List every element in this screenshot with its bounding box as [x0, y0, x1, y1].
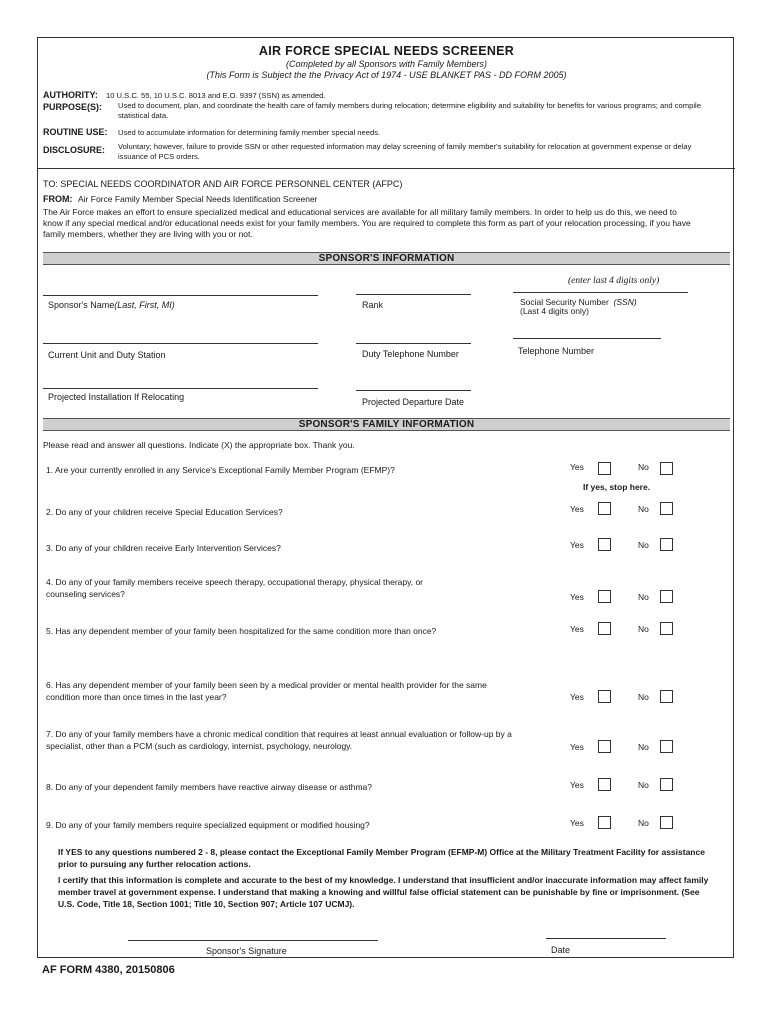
duty-phone-field[interactable]	[356, 343, 471, 344]
q4-yes-checkbox[interactable]	[598, 590, 611, 603]
name-format-text: (Last, First, MI)	[114, 300, 175, 310]
sponsor-name-label	[48, 300, 175, 310]
stop-note: If yes, stop here.	[583, 482, 651, 492]
departure-date-label: Projected Departure Date	[362, 397, 465, 407]
form-frame	[37, 37, 734, 958]
q9-yes-checkbox[interactable]	[598, 816, 611, 829]
instructions: Please read and answer all questions. Indicate (X) the appropriate box. Thank you.	[43, 440, 355, 450]
question-1: 1. Are your currently enrolled in any Service's Exceptional Family Member Program (EFMP)?	[46, 465, 395, 475]
ssn-label-text: Social Security Number	[520, 297, 609, 307]
phone-label: Telephone Number	[518, 346, 595, 356]
phone-field[interactable]	[513, 338, 661, 339]
installation-field[interactable]	[43, 388, 318, 389]
yes-label: Yes	[570, 504, 584, 514]
duty-phone-label: Duty Telephone Number	[362, 349, 459, 359]
yes-label: Yes	[570, 592, 584, 602]
question-7: 7. Do any of your family members have a chronic medical condition that requires at least annual evaluation or follow-up by a specialist, other than a PCM (such as cardiology, internist, psychology, neurology.	[46, 729, 512, 751]
authority-text: 10 U.S.C. 55, 10 U.S.C. 8013 and E.O. 9397 (SSN) as amended.	[106, 91, 326, 100]
no-label: No	[638, 540, 649, 550]
yes-label: Yes	[570, 780, 584, 790]
no-label: No	[638, 780, 649, 790]
date-label: Date	[551, 945, 571, 955]
purpose-text: Used to document, plan, and coordinate the health care of family members during relocation; determine eligibility and suitability for benefits for various programs; and compile statistical data.	[118, 101, 701, 120]
purpose-label: PURPOSE(S):	[43, 102, 103, 112]
form-subtitle: (Completed by all Sponsors with Family Members)	[285, 59, 488, 69]
yes-label: Yes	[570, 742, 584, 752]
question-5: 5. Has any dependent member of your family been hospitalized for the same condition more than once?	[46, 626, 437, 636]
ssn-sub-label: (Last 4 digits only)	[520, 306, 589, 316]
departure-date-field[interactable]	[356, 390, 471, 391]
q1-no-checkbox[interactable]	[660, 462, 673, 475]
no-label: No	[638, 742, 649, 752]
q9-no-checkbox[interactable]	[660, 816, 673, 829]
form-number: AF FORM 4380, 20150806	[42, 964, 175, 976]
q2-no-checkbox[interactable]	[660, 502, 673, 515]
no-label: No	[638, 504, 649, 514]
question-4: 4. Do any of your family members receive speech therapy, occupational therapy, physical therapy, or counseling services?	[46, 577, 424, 599]
sponsor-info-header: SPONSOR'S INFORMATION	[43, 252, 730, 265]
form-title: AIR FORCE SPECIAL NEEDS SCREENER	[258, 44, 515, 58]
ssn-field[interactable]	[513, 292, 688, 293]
ssn-hint: (enter last 4 digits only)	[568, 276, 660, 286]
signature-label: Sponsor's Signature	[206, 946, 287, 956]
date-field[interactable]	[546, 938, 666, 939]
q1-yes-checkbox[interactable]	[598, 462, 611, 475]
from-label: FROM:	[43, 194, 73, 204]
signature-field[interactable]	[128, 940, 378, 941]
to-line: TO: SPECIAL NEEDS COORDINATOR AND AIR FORCE PERSONNEL CENTER (AFPC)	[43, 179, 403, 189]
q7-yes-checkbox[interactable]	[598, 740, 611, 753]
q2-yes-checkbox[interactable]	[598, 502, 611, 515]
from-text: Air Force Family Member Special Needs Identification Screener	[78, 194, 318, 204]
q5-no-checkbox[interactable]	[660, 622, 673, 635]
question-6: 6. Has any dependent member of your family been seen by a medical provider or mental health provider for the same condition more than once times in the last year?	[46, 680, 487, 702]
q6-yes-checkbox[interactable]	[598, 690, 611, 703]
q8-no-checkbox[interactable]	[660, 778, 673, 791]
yes-label: Yes	[570, 818, 584, 828]
intro-paragraph: The Air Force makes an effort to ensure specialized medical and educational services are available for all military family members. In order to help us do this, we need to know if any special medical and/or educational needs exist for your family members. You are required to complete this form as part of your relocation processing, if you have family members, whether they are living with you or not.	[43, 207, 691, 239]
rank-label: Rank	[362, 300, 384, 310]
q3-yes-checkbox[interactable]	[598, 538, 611, 551]
certification-statement: I certify that this information is complete and accurate to the best of my knowledge. I understand that insufficient and/or inaccurate information may affect family member travel at government expense. I understand that making a knowing and willful false official statement can be punishable by fine or imprisonment. (See U.S. Code, Title 18, Section 1001; Title 10, Section 907; Article 107 UCMJ).	[58, 875, 709, 909]
disclosure-label: DISCLOSURE:	[43, 145, 106, 155]
q6-no-checkbox[interactable]	[660, 690, 673, 703]
privacy-note: (This Form is Subject the the Privacy Act of 1974 - USE BLANKET PAS - DD FORM 2005)	[206, 70, 567, 80]
disclosure-text: Voluntary; however, failure to provide SSN or other requested information may delay screening of family member's suitability for relocation at government expense or delay issuance of PCS orders.	[118, 142, 692, 161]
q4-no-checkbox[interactable]	[660, 590, 673, 603]
q7-no-checkbox[interactable]	[660, 740, 673, 753]
yes-label: Yes	[570, 540, 584, 550]
no-label: No	[638, 624, 649, 634]
routine-use-label: ROUTINE USE:	[43, 127, 108, 137]
question-3: 3. Do any of your children receive Early Intervention Services?	[46, 543, 281, 553]
q5-yes-checkbox[interactable]	[598, 622, 611, 635]
ssn-abbr: (SSN)	[613, 297, 637, 307]
divider	[38, 168, 735, 169]
no-label: No	[638, 462, 649, 472]
yes-label: Yes	[570, 462, 584, 472]
unit-field[interactable]	[43, 343, 318, 344]
no-label: No	[638, 592, 649, 602]
question-9: 9. Do any of your family members require specialized equipment or modified housing?	[46, 820, 370, 830]
no-label: No	[638, 692, 649, 702]
q8-yes-checkbox[interactable]	[598, 778, 611, 791]
installation-label: Projected Installation If Relocating	[48, 392, 185, 402]
rank-field[interactable]	[356, 294, 471, 295]
q3-no-checkbox[interactable]	[660, 538, 673, 551]
routine-use-text: Used to accumulate information for determining family member special needs.	[118, 128, 381, 137]
question-8: 8. Do any of your dependent family members have reactive airway disease or asthma?	[46, 782, 372, 792]
question-2: 2. Do any of your children receive Special Education Services?	[46, 507, 283, 517]
yes-label: Yes	[570, 692, 584, 702]
name-label-text: Sponsor's Name	[48, 300, 115, 310]
family-info-header: SPONSOR'S FAMILY INFORMATION	[43, 418, 730, 431]
authority-label: AUTHORITY:	[43, 90, 98, 100]
yes-label: Yes	[570, 624, 584, 634]
sponsor-name-field[interactable]	[43, 295, 318, 296]
efmp-contact-note: If YES to any questions numbered 2 - 8, please contact the Exceptional Family Member Program (EFMP-M) Office at the Military Treatment Facility for assistance prior to pursuing any further relocation actions.	[58, 847, 705, 869]
unit-label: Current Unit and Duty Station	[48, 350, 166, 360]
no-label: No	[638, 818, 649, 828]
